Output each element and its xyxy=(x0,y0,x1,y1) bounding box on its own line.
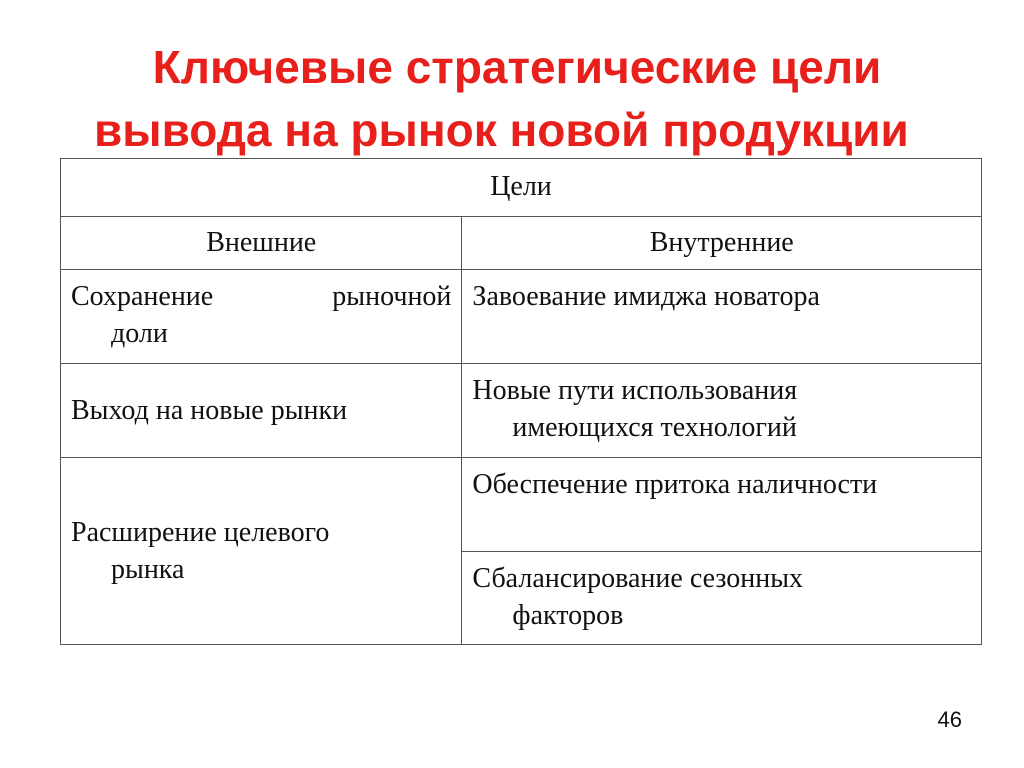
internal-goal-cell xyxy=(462,364,982,458)
goals-table xyxy=(60,158,982,645)
internal-goal-text: Сбалансирование сезонных xyxy=(472,563,804,594)
external-goal-cell xyxy=(61,364,462,458)
internal-goal-text: Новые пути использования xyxy=(472,375,798,406)
column-header-internal: Внутренние xyxy=(462,217,982,270)
external-goal-word: Сохранение xyxy=(71,281,214,312)
external-goal-cell xyxy=(61,270,462,364)
internal-goal-cell xyxy=(462,552,982,645)
internal-goal-text: Завоевание имиджа новатора xyxy=(472,281,820,312)
external-goal-text: Выход на новые рынки xyxy=(71,395,348,426)
table-header-goals xyxy=(61,159,982,217)
external-goal-continuation: доли xyxy=(111,318,168,349)
internal-goal-text: Обеспечение притока наличности xyxy=(472,469,878,500)
page-number: 46 xyxy=(937,707,962,732)
external-goal-cell xyxy=(61,458,462,645)
external-goal-text: Расширение целевого xyxy=(71,517,330,548)
slide-title-line-2: вывода на рынок новой продукции xyxy=(94,104,909,156)
internal-goal-continuation: имеющихся технологий xyxy=(512,412,797,443)
slide-title-line-1: Ключевые стратегические цели xyxy=(152,41,882,93)
internal-goal-cell xyxy=(462,270,982,364)
internal-goal-continuation: факторов xyxy=(512,600,624,631)
external-goal-word: рыночной xyxy=(332,281,452,312)
external-goal-line xyxy=(71,278,451,315)
column-header-external: Внешние xyxy=(61,217,462,270)
table-header-goals-label: Цели xyxy=(490,171,552,202)
internal-goal-cell xyxy=(462,458,982,552)
external-goal-continuation: рынка xyxy=(111,554,185,585)
